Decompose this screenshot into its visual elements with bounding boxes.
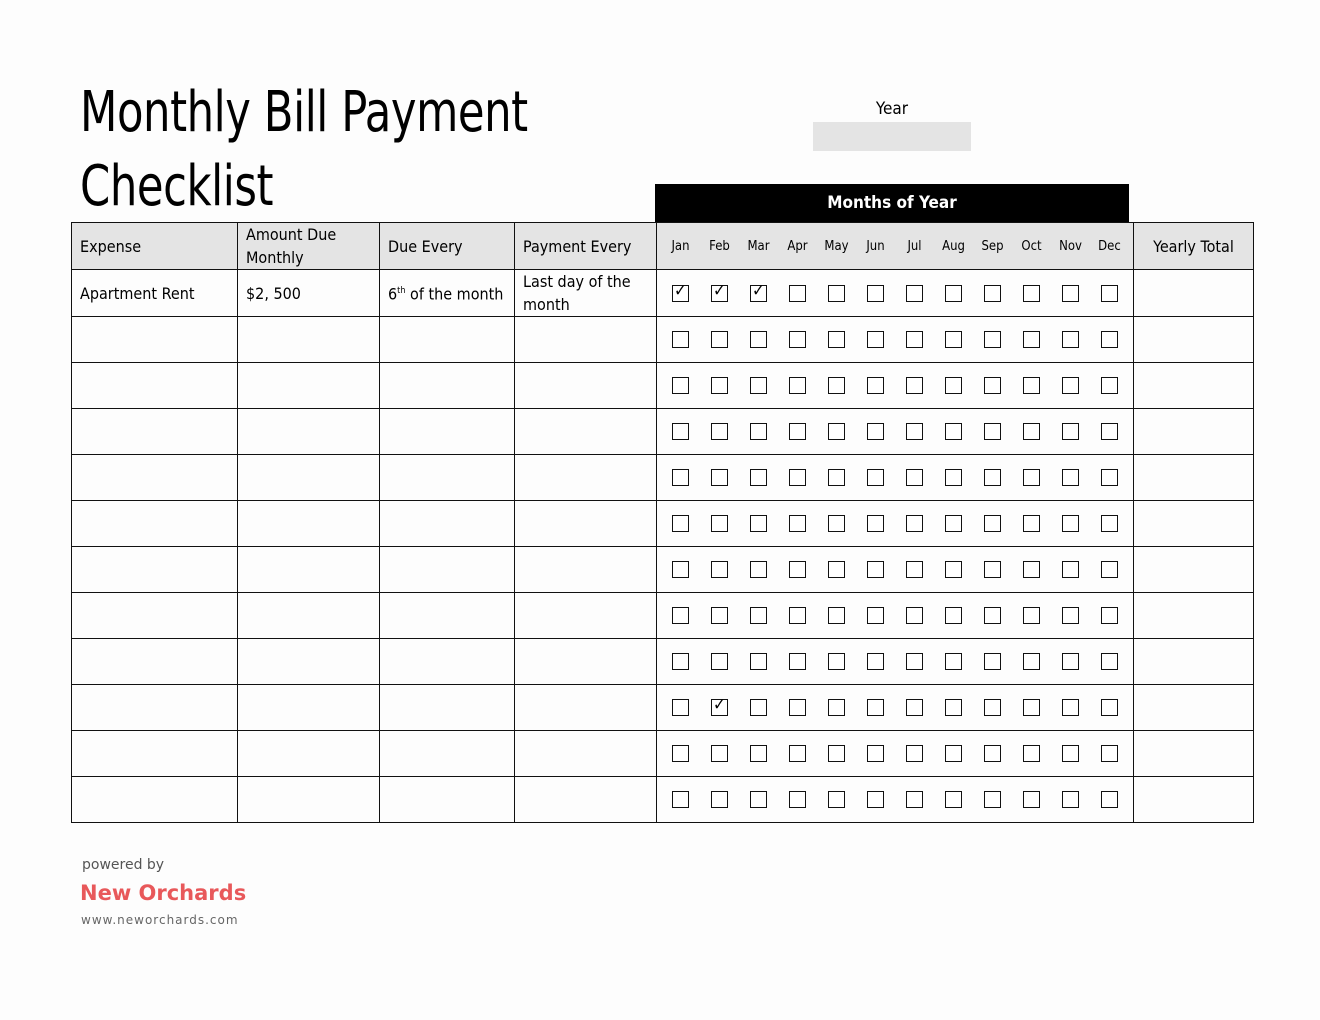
table-row bbox=[72, 777, 1254, 823]
checkbox-icon-jun[interactable] bbox=[867, 607, 884, 624]
checkbox-icon-nov[interactable] bbox=[1062, 515, 1079, 532]
checkbox-icon-jul[interactable] bbox=[906, 469, 923, 486]
checkbox-icon-apr[interactable] bbox=[789, 745, 806, 762]
payment-every-cell[interactable] bbox=[515, 639, 657, 685]
checkbox-icon-aug[interactable] bbox=[945, 377, 962, 394]
checkbox-icon-jun[interactable] bbox=[867, 745, 884, 762]
col-amount: Amount Due Monthly bbox=[238, 223, 380, 270]
checkbox-icon-may[interactable] bbox=[828, 745, 845, 762]
checkbox-icon-apr[interactable] bbox=[789, 469, 806, 486]
checkbox-icon-may[interactable] bbox=[828, 607, 845, 624]
checkbox-icon-may[interactable] bbox=[828, 423, 845, 440]
checkbox-icon-nov[interactable] bbox=[1062, 561, 1079, 578]
checkbox-icon-apr[interactable] bbox=[789, 515, 806, 532]
expense-cell[interactable] bbox=[72, 455, 238, 501]
payment-every-cell[interactable] bbox=[515, 501, 657, 547]
checkbox-icon-mar[interactable] bbox=[750, 423, 767, 440]
checkbox-icon-feb[interactable] bbox=[711, 561, 728, 578]
month-header-mar: Mar bbox=[747, 238, 770, 254]
checkbox-icon-may[interactable] bbox=[828, 285, 845, 302]
year-input[interactable] bbox=[813, 122, 971, 151]
checkbox-icon-jul[interactable] bbox=[906, 423, 923, 440]
month-checkboxes bbox=[657, 317, 1134, 363]
expense-cell[interactable] bbox=[72, 685, 238, 731]
checkbox-icon-jan[interactable] bbox=[672, 377, 689, 394]
month-checkboxes bbox=[657, 639, 1134, 685]
checkbox-icon-dec[interactable] bbox=[1101, 515, 1118, 532]
expense-cell[interactable] bbox=[72, 639, 238, 685]
year-label: Year bbox=[875, 99, 909, 119]
month-header-jan: Jan bbox=[671, 238, 690, 254]
checkbox-icon-jun[interactable] bbox=[867, 515, 884, 532]
checkbox-icon-may[interactable] bbox=[828, 377, 845, 394]
payment-every-cell[interactable] bbox=[515, 317, 657, 363]
month-header-sep: Sep bbox=[981, 238, 1004, 254]
amount-cell[interactable] bbox=[238, 593, 380, 639]
checkbox-icon-sep[interactable] bbox=[984, 699, 1001, 716]
yearly-total-cell[interactable] bbox=[1134, 363, 1254, 409]
checkbox-icon-may[interactable] bbox=[828, 653, 845, 670]
payment-every-cell[interactable] bbox=[515, 777, 657, 823]
due-every-cell[interactable] bbox=[380, 501, 515, 547]
col-yearly-total: Yearly Total bbox=[1134, 223, 1254, 270]
checkbox-icon-oct[interactable] bbox=[1023, 791, 1040, 808]
amount-cell[interactable]: $2, 500 bbox=[238, 270, 380, 317]
checkbox-icon-jul[interactable] bbox=[906, 607, 923, 624]
checkbox-icon-jan[interactable] bbox=[672, 653, 689, 670]
due-every-cell[interactable] bbox=[380, 409, 515, 455]
checkbox-icon-jun[interactable] bbox=[867, 285, 884, 302]
checkbox-icon-oct[interactable] bbox=[1023, 515, 1040, 532]
month-checkboxes bbox=[657, 270, 1134, 317]
yearly-total-cell[interactable] bbox=[1134, 685, 1254, 731]
powered-by-label: powered by bbox=[82, 857, 165, 873]
checkbox-icon-apr[interactable] bbox=[789, 423, 806, 440]
checkbox-icon-nov[interactable] bbox=[1062, 331, 1079, 348]
checkbox-icon-jun[interactable] bbox=[867, 561, 884, 578]
due-every-cell[interactable] bbox=[380, 685, 515, 731]
checkbox-icon-feb[interactable] bbox=[711, 607, 728, 624]
expense-cell[interactable] bbox=[72, 777, 238, 823]
amount-cell[interactable] bbox=[238, 455, 380, 501]
checkbox-icon-oct[interactable] bbox=[1023, 423, 1040, 440]
expense-cell[interactable]: Apartment Rent bbox=[72, 270, 238, 317]
checkbox-icon-apr[interactable] bbox=[789, 653, 806, 670]
months-banner: Months of Year bbox=[655, 184, 1129, 222]
table-row bbox=[72, 363, 1254, 409]
amount-cell[interactable] bbox=[238, 363, 380, 409]
due-every-cell[interactable] bbox=[380, 639, 515, 685]
checkbox-icon-jul[interactable] bbox=[906, 561, 923, 578]
amount-cell[interactable] bbox=[238, 409, 380, 455]
amount-cell[interactable] bbox=[238, 501, 380, 547]
yearly-total-cell[interactable] bbox=[1134, 593, 1254, 639]
due-every-cell[interactable] bbox=[380, 363, 515, 409]
table-row bbox=[72, 501, 1254, 547]
checkbox-icon-apr[interactable] bbox=[789, 561, 806, 578]
month-header-jun: Jun bbox=[866, 238, 885, 254]
month-checkboxes bbox=[657, 731, 1134, 777]
month-checkboxes bbox=[657, 501, 1134, 547]
checkbox-icon-dec[interactable] bbox=[1101, 469, 1118, 486]
checkbox-icon-dec[interactable] bbox=[1101, 423, 1118, 440]
amount-cell[interactable] bbox=[238, 685, 380, 731]
checkbox-icon-dec[interactable] bbox=[1101, 377, 1118, 394]
checkbox-icon-mar[interactable] bbox=[750, 515, 767, 532]
checkbox-icon-jul[interactable] bbox=[906, 285, 923, 302]
checkbox-icon-dec[interactable] bbox=[1101, 745, 1118, 762]
payment-every-cell[interactable] bbox=[515, 593, 657, 639]
checkbox-icon-jul[interactable] bbox=[906, 653, 923, 670]
checkbox-icon-aug[interactable] bbox=[945, 607, 962, 624]
checkbox-icon-mar[interactable] bbox=[750, 561, 767, 578]
amount-cell[interactable] bbox=[238, 777, 380, 823]
month-checkboxes bbox=[657, 593, 1134, 639]
checkbox-icon-sep[interactable] bbox=[984, 561, 1001, 578]
checked-checkbox-icon-feb[interactable] bbox=[711, 285, 728, 302]
checkbox-icon-sep[interactable] bbox=[984, 331, 1001, 348]
yearly-total-cell[interactable] bbox=[1134, 777, 1254, 823]
checkbox-icon-apr[interactable] bbox=[789, 285, 806, 302]
checkbox-icon-oct[interactable] bbox=[1023, 561, 1040, 578]
checkbox-icon-dec[interactable] bbox=[1101, 791, 1118, 808]
checkbox-icon-apr[interactable] bbox=[789, 699, 806, 716]
yearly-total-cell[interactable] bbox=[1134, 639, 1254, 685]
checkbox-icon-apr[interactable] bbox=[789, 331, 806, 348]
checkbox-icon-aug[interactable] bbox=[945, 745, 962, 762]
checkbox-icon-may[interactable] bbox=[828, 561, 845, 578]
checkbox-icon-feb[interactable] bbox=[711, 515, 728, 532]
expense-cell[interactable] bbox=[72, 363, 238, 409]
checkbox-icon-jul[interactable] bbox=[906, 745, 923, 762]
checkbox-icon-dec[interactable] bbox=[1101, 653, 1118, 670]
due-every-cell[interactable] bbox=[380, 731, 515, 777]
checkbox-icon-may[interactable] bbox=[828, 469, 845, 486]
payment-every-cell[interactable]: Last day of the month bbox=[515, 270, 657, 317]
checkbox-icon-jan[interactable] bbox=[672, 515, 689, 532]
checkbox-icon-nov[interactable] bbox=[1062, 607, 1079, 624]
table-row bbox=[72, 593, 1254, 639]
checkbox-icon-jul[interactable] bbox=[906, 331, 923, 348]
checkbox-icon-mar[interactable] bbox=[750, 699, 767, 716]
due-day-suffix: th bbox=[397, 286, 406, 297]
checkbox-icon-jun[interactable] bbox=[867, 699, 884, 716]
checkbox-icon-oct[interactable] bbox=[1023, 285, 1040, 302]
month-checkboxes bbox=[657, 363, 1134, 409]
checked-checkbox-icon-feb[interactable] bbox=[711, 699, 728, 716]
checkbox-icon-sep[interactable] bbox=[984, 745, 1001, 762]
checklist-table bbox=[71, 222, 1254, 823]
month-header-dec: Dec bbox=[1098, 238, 1121, 254]
checkbox-icon-jan[interactable] bbox=[672, 423, 689, 440]
yearly-total-cell[interactable] bbox=[1134, 409, 1254, 455]
payment-every-cell[interactable] bbox=[515, 685, 657, 731]
checkbox-icon-feb[interactable] bbox=[711, 331, 728, 348]
col-due-every: Due Every bbox=[380, 223, 515, 270]
checkbox-icon-jan[interactable] bbox=[672, 331, 689, 348]
page-title: Monthly Bill Payment Checklist bbox=[80, 80, 528, 219]
checkbox-icon-jun[interactable] bbox=[867, 331, 884, 348]
header-row bbox=[72, 223, 1254, 270]
checkbox-icon-mar[interactable] bbox=[750, 377, 767, 394]
yearly-total-cell[interactable] bbox=[1134, 731, 1254, 777]
checkbox-icon-aug[interactable] bbox=[945, 423, 962, 440]
due-every-cell[interactable] bbox=[380, 777, 515, 823]
checkbox-icon-mar[interactable] bbox=[750, 745, 767, 762]
payment-every-cell[interactable] bbox=[515, 455, 657, 501]
checkbox-icon-jan[interactable] bbox=[672, 791, 689, 808]
checkbox-icon-aug[interactable] bbox=[945, 791, 962, 808]
col-payment-every: Payment Every bbox=[515, 223, 657, 270]
checkbox-icon-sep[interactable] bbox=[984, 423, 1001, 440]
checkbox-icon-aug[interactable] bbox=[945, 653, 962, 670]
checkbox-icon-jun[interactable] bbox=[867, 377, 884, 394]
brand-url[interactable]: www.neworchards.com bbox=[81, 913, 239, 927]
due-every-cell[interactable] bbox=[380, 270, 515, 317]
expense-cell[interactable] bbox=[72, 501, 238, 547]
checkbox-icon-nov[interactable] bbox=[1062, 423, 1079, 440]
month-checkboxes bbox=[657, 409, 1134, 455]
checkbox-icon-sep[interactable] bbox=[984, 653, 1001, 670]
checkbox-icon-sep[interactable] bbox=[984, 515, 1001, 532]
checkbox-icon-aug[interactable] bbox=[945, 515, 962, 532]
table-row bbox=[72, 409, 1254, 455]
due-day-text: of the month bbox=[405, 284, 504, 304]
month-header-nov: Nov bbox=[1059, 238, 1082, 254]
checkbox-icon-nov[interactable] bbox=[1062, 699, 1079, 716]
table-row bbox=[72, 317, 1254, 363]
checkbox-icon-apr[interactable] bbox=[789, 791, 806, 808]
yearly-total-cell[interactable] bbox=[1134, 501, 1254, 547]
table-row bbox=[72, 547, 1254, 593]
checkbox-icon-nov[interactable] bbox=[1062, 377, 1079, 394]
checkbox-icon-feb[interactable] bbox=[711, 653, 728, 670]
checkbox-icon-feb[interactable] bbox=[711, 745, 728, 762]
checkbox-icon-feb[interactable] bbox=[711, 791, 728, 808]
yearly-total-cell[interactable] bbox=[1134, 455, 1254, 501]
checkbox-icon-may[interactable] bbox=[828, 515, 845, 532]
table-row bbox=[72, 455, 1254, 501]
checkbox-icon-oct[interactable] bbox=[1023, 469, 1040, 486]
yearly-total-cell[interactable] bbox=[1134, 270, 1254, 317]
checkbox-icon-aug[interactable] bbox=[945, 331, 962, 348]
checkbox-icon-oct[interactable] bbox=[1023, 607, 1040, 624]
checkbox-icon-aug[interactable] bbox=[945, 285, 962, 302]
expense-cell[interactable] bbox=[72, 593, 238, 639]
checkbox-icon-jul[interactable] bbox=[906, 377, 923, 394]
checkbox-icon-jan[interactable] bbox=[672, 745, 689, 762]
checkbox-icon-may[interactable] bbox=[828, 791, 845, 808]
checkbox-icon-may[interactable] bbox=[828, 331, 845, 348]
checkbox-icon-nov[interactable] bbox=[1062, 745, 1079, 762]
checkbox-icon-mar[interactable] bbox=[750, 607, 767, 624]
checkbox-icon-jun[interactable] bbox=[867, 423, 884, 440]
table-row bbox=[72, 639, 1254, 685]
checkbox-icon-jun[interactable] bbox=[867, 469, 884, 486]
payment-every-cell[interactable] bbox=[515, 547, 657, 593]
table-row bbox=[72, 685, 1254, 731]
checkbox-icon-nov[interactable] bbox=[1062, 791, 1079, 808]
checkbox-icon-jan[interactable] bbox=[672, 699, 689, 716]
checkbox-icon-oct[interactable] bbox=[1023, 745, 1040, 762]
checkbox-icon-apr[interactable] bbox=[789, 607, 806, 624]
checkbox-icon-dec[interactable] bbox=[1101, 285, 1118, 302]
table-row bbox=[72, 731, 1254, 777]
checkbox-icon-jan[interactable] bbox=[672, 607, 689, 624]
month-checkboxes bbox=[657, 455, 1134, 501]
month-header-apr: Apr bbox=[787, 238, 808, 254]
checkbox-icon-mar[interactable] bbox=[750, 791, 767, 808]
checkbox-icon-mar[interactable] bbox=[750, 331, 767, 348]
yearly-total-cell[interactable] bbox=[1134, 317, 1254, 363]
payment-every-cell[interactable] bbox=[515, 409, 657, 455]
expense-cell[interactable] bbox=[72, 317, 238, 363]
checkbox-icon-feb[interactable] bbox=[711, 423, 728, 440]
checkbox-icon-dec[interactable] bbox=[1101, 607, 1118, 624]
checkbox-icon-oct[interactable] bbox=[1023, 377, 1040, 394]
due-day: 6 bbox=[388, 284, 398, 304]
due-every-cell[interactable] bbox=[380, 547, 515, 593]
checkbox-icon-sep[interactable] bbox=[984, 285, 1001, 302]
due-every-cell[interactable] bbox=[380, 455, 515, 501]
checkbox-icon-jun[interactable] bbox=[867, 653, 884, 670]
checkbox-icon-feb[interactable] bbox=[711, 377, 728, 394]
month-checkboxes bbox=[657, 547, 1134, 593]
month-header-jul: Jul bbox=[907, 238, 922, 254]
checkbox-icon-sep[interactable] bbox=[984, 377, 1001, 394]
checkbox-icon-jul[interactable] bbox=[906, 791, 923, 808]
checkbox-icon-aug[interactable] bbox=[945, 561, 962, 578]
checkbox-icon-aug[interactable] bbox=[945, 469, 962, 486]
checkbox-icon-sep[interactable] bbox=[984, 791, 1001, 808]
month-header-aug: Aug bbox=[942, 238, 965, 254]
checkbox-icon-aug[interactable] bbox=[945, 699, 962, 716]
amount-cell[interactable] bbox=[238, 639, 380, 685]
month-header-oct: Oct bbox=[1021, 238, 1042, 254]
checkbox-icon-nov[interactable] bbox=[1062, 285, 1079, 302]
checkbox-icon-dec[interactable] bbox=[1101, 699, 1118, 716]
month-checkboxes bbox=[657, 777, 1134, 823]
checkbox-icon-jul[interactable] bbox=[906, 699, 923, 716]
expense-cell[interactable] bbox=[72, 547, 238, 593]
expense-cell[interactable] bbox=[72, 731, 238, 777]
checkbox-icon-apr[interactable] bbox=[789, 377, 806, 394]
checkbox-icon-jan[interactable] bbox=[672, 469, 689, 486]
due-every-cell[interactable] bbox=[380, 593, 515, 639]
table-row bbox=[72, 270, 1254, 317]
checkbox-icon-nov[interactable] bbox=[1062, 469, 1079, 486]
payment-every-cell[interactable] bbox=[515, 363, 657, 409]
checkbox-icon-dec[interactable] bbox=[1101, 331, 1118, 348]
col-expense: Expense bbox=[72, 223, 238, 270]
due-every-cell[interactable] bbox=[380, 317, 515, 363]
checkbox-icon-dec[interactable] bbox=[1101, 561, 1118, 578]
yearly-total-cell[interactable] bbox=[1134, 547, 1254, 593]
checkbox-icon-oct[interactable] bbox=[1023, 653, 1040, 670]
month-header-feb: Feb bbox=[709, 238, 730, 254]
checkbox-icon-oct[interactable] bbox=[1023, 699, 1040, 716]
checked-checkbox-icon-jan[interactable] bbox=[672, 285, 689, 302]
checkbox-icon-nov[interactable] bbox=[1062, 653, 1079, 670]
checkbox-icon-jul[interactable] bbox=[906, 515, 923, 532]
checkbox-icon-jan[interactable] bbox=[672, 561, 689, 578]
month-checkboxes bbox=[657, 685, 1134, 731]
checkbox-icon-mar[interactable] bbox=[750, 653, 767, 670]
checkbox-icon-feb[interactable] bbox=[711, 469, 728, 486]
brand-logo: New Orchards bbox=[80, 881, 247, 905]
expense-cell[interactable] bbox=[72, 409, 238, 455]
amount-cell[interactable] bbox=[238, 317, 380, 363]
col-months bbox=[657, 223, 1134, 270]
month-header-may: May bbox=[824, 238, 849, 254]
checkbox-icon-may[interactable] bbox=[828, 699, 845, 716]
checkbox-icon-sep[interactable] bbox=[984, 469, 1001, 486]
payment-every-cell[interactable] bbox=[515, 731, 657, 777]
amount-cell[interactable] bbox=[238, 731, 380, 777]
checkbox-icon-oct[interactable] bbox=[1023, 331, 1040, 348]
checked-checkbox-icon-mar[interactable] bbox=[750, 285, 767, 302]
checkbox-icon-mar[interactable] bbox=[750, 469, 767, 486]
checkbox-icon-jun[interactable] bbox=[867, 791, 884, 808]
checkbox-icon-sep[interactable] bbox=[984, 607, 1001, 624]
amount-cell[interactable] bbox=[238, 547, 380, 593]
